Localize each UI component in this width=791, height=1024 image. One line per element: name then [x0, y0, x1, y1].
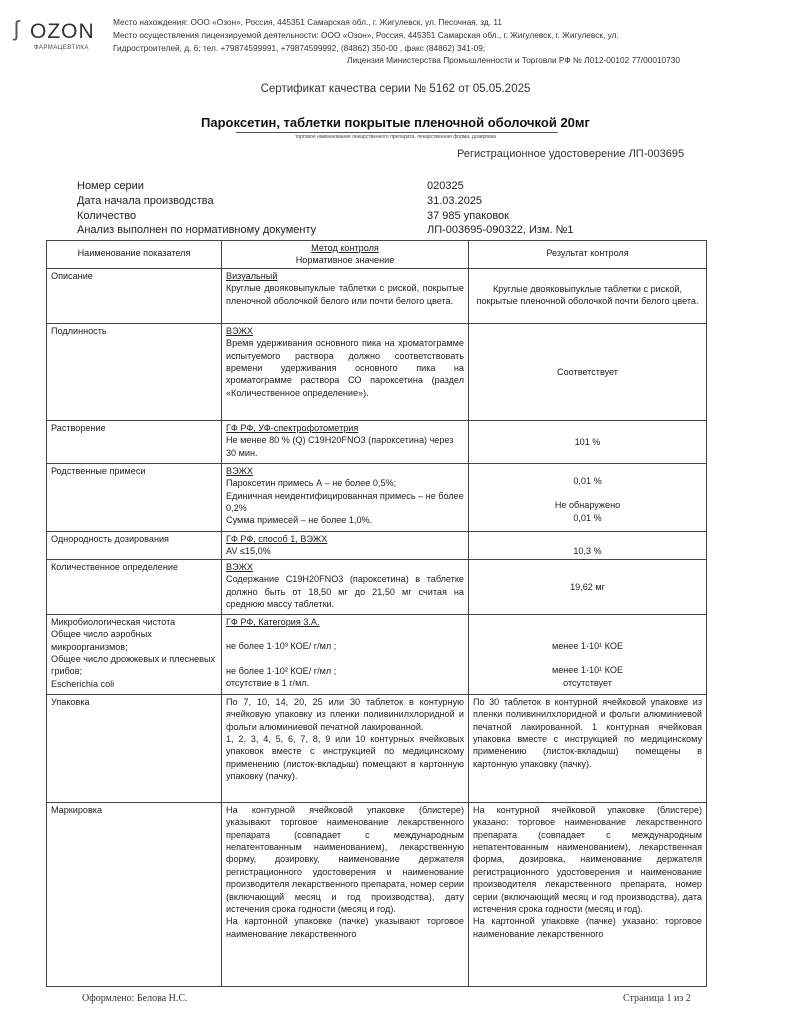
row-result: 101 % [469, 420, 707, 463]
row-method: ГФ РФ, Категория 3.А. [226, 616, 320, 627]
row-norm [222, 531, 469, 559]
table-row [47, 463, 707, 531]
info-label-start-date: Дата начала производства [77, 195, 214, 207]
info-value-start-date: 31.03.2025 [427, 195, 483, 207]
row-result-b: менее 1·10¹ КОЕ [551, 665, 624, 676]
row-result-b: Не обнаружено [554, 500, 621, 511]
header-license-line: Лицензия Министерства Промышленности и Торговли РФ № Л012-00102 77/00010730 [347, 55, 681, 65]
row-result [469, 463, 707, 531]
table-row [47, 531, 707, 559]
row-method: ГФ РФ, УФ-спектрофотометрия [226, 422, 359, 433]
row-norm [222, 802, 469, 986]
row-norm-a: Пароксетин примесь А – не более 0,5%; [226, 478, 397, 489]
row-norm-c: отсутствие в 1 г/мл. [226, 678, 310, 689]
logo-swirl-icon: ʃ [14, 16, 19, 41]
logo-subtitle: ФАРМАЦЕВТИКА [34, 45, 89, 51]
row-norm [222, 559, 469, 614]
row-result: 19,62 мг [469, 559, 707, 614]
row-name: Упаковка [47, 694, 222, 802]
info-label-normative-doc: Анализ выполнен по нормативному документу [77, 224, 317, 236]
row-name: Количественное определение [47, 559, 222, 614]
row-norm-a: не более 1·10³ КОЕ/ г/мл ; [226, 641, 337, 652]
row-name-a: Общее число аэробных микроорганизмов; [51, 629, 152, 652]
row-name-main: Микробиологическая чистота [51, 616, 176, 627]
row-name: Однородность дозирования [47, 531, 222, 559]
table-row [47, 268, 707, 323]
table-row [47, 802, 707, 986]
table-row [47, 323, 707, 420]
row-method: ВЭЖХ [226, 561, 253, 572]
row-name: Подлинность [47, 323, 222, 420]
row-norm-text: AV ≤15,0% [226, 546, 271, 557]
row-norm [222, 323, 469, 420]
row-norm-text: Содержание C19H20FNO3 (пароксетина) в таблетке должно быть от 18,50 мг до 21,50 мг считая на среднюю массу таблетки. [226, 574, 464, 610]
row-name-b: Общее число дрожжевых и плесневых грибов; [51, 654, 216, 677]
row-result-c: 0,01 % [573, 512, 602, 523]
row-norm-text: Не менее 80 % (Q) C19H20FNO3 (пароксетина) через 30 мин. [226, 435, 454, 458]
footer-page-number: Страница 1 из 2 [623, 993, 691, 1004]
header-result: Результат контроля [469, 241, 707, 269]
row-norm-a: На контурной ячейковой упаковке (блистере) указывают торговое наименование лекарственного препарата (совпадает с международным непатентованным наименованием), лекарственную форму, дозировку, наименование держателя регистрационного удостоверения и наименование производителя лекарственного препарата, номер серии (включающий месяц и год производства), дату истечения срока годности (месяц и год). [226, 804, 464, 915]
registration-certificate: Регистрационное удостоверение ЛП-003695 [457, 148, 685, 160]
row-result [469, 614, 707, 694]
certificate-title: Сертификат качества серии № 5162 от 05.05.2025 [260, 83, 531, 95]
row-result: По 30 таблеток в контурной ячейковой упаковке из пленки поливинилхлоридной и фольги алюминиевой печатной лакированной. 1 контурная ячейковая упаковка вместе с инструкцией по медицинскому применению (листок-вкладыш) помещены в картонную упаковку (пачку). [469, 694, 707, 802]
row-norm-c: Сумма примесей – не более 1,0%. [226, 515, 373, 526]
row-result-a: 0,01 % [573, 475, 602, 486]
header-contacts-line: Гидростроителей, д. 6; тел. +79874599991, +79874599992, (84862) 350-00 , факс (84862) 341-09; [113, 43, 486, 53]
row-name: Маркировка [47, 802, 222, 986]
row-method: ГФ РФ, способ 1, ВЭЖХ [226, 533, 328, 544]
product-note: торговое наименование лекарственного препарата, лекарственная форма, дозировка [295, 134, 496, 140]
row-norm [222, 420, 469, 463]
table-header-row [47, 241, 707, 269]
row-norm-a: По 7, 10, 14, 20, 25 или 30 таблеток в контурную ячейковую упаковку из пленки поливинилхлоридной и фольги алюминиевой печатной лакированной. [226, 696, 464, 732]
header-method-label: Метод контроля [311, 243, 379, 253]
row-norm-b: не более 1·10² КОЕ/ г/мл ; [226, 665, 337, 676]
info-value-normative-doc: ЛП-003695-090322, Изм. №1 [427, 224, 574, 236]
row-result-b: На картонной упаковке (пачке) указано: торговое наименование лекарственного [473, 916, 702, 939]
row-norm [222, 614, 469, 694]
company-logo [14, 14, 114, 58]
header-indicator: Наименование показателя [47, 241, 222, 269]
row-norm [222, 463, 469, 531]
row-result: Соответствует [469, 323, 707, 420]
row-name [47, 614, 222, 694]
quality-table [46, 240, 707, 987]
row-norm-b: 1, 2, 3, 4, 5, 6, 7, 8, 9 или 10 контурных ячейковых упаковок вместе с инструкцией по медицинскому применению (листок-вкладыш) помещают в картонную упаковку (пачку). [226, 734, 464, 782]
row-norm [222, 694, 469, 802]
row-name: Описание [47, 268, 222, 323]
row-name: Родственные примеси [47, 463, 222, 531]
table-row [47, 420, 707, 463]
info-label-series: Номер серии [77, 180, 144, 192]
row-method: ВЭЖХ [226, 465, 253, 476]
row-result: Круглые двояковыпуклые таблетки с риской, покрытые пленочной оболочкой почти белого цвета. [469, 268, 707, 323]
row-method: Визуальный [226, 270, 278, 281]
info-label-quantity: Количество [77, 210, 137, 222]
row-result-a: менее 1·10¹ КОЕ [551, 640, 624, 651]
header-method [222, 241, 469, 269]
row-norm-text: Круглые двояковыпуклые таблетки с риской, покрытые пленочной оболочкой белого или почти белого цвета. [226, 283, 464, 306]
row-result [469, 802, 707, 986]
product-underline [236, 132, 558, 133]
info-value-quantity: 37 985 упаковок [427, 210, 509, 222]
product-name: Пароксетин, таблетки покрытые пленочной оболочкой 20мг [201, 115, 590, 130]
table-row [47, 614, 707, 694]
table-row [47, 694, 707, 802]
row-result-c: отсутствует [563, 677, 612, 688]
header-address-line: Место нахождения: ООО «Озон», Россия, 445351 Самарская обл., г. Жигулевск, ул. Песочная, зд. 11 [113, 17, 502, 27]
footer-prepared-by: Оформлено: Белова Н.С. [82, 993, 188, 1004]
row-result-a: На контурной ячейковой упаковке (блистере) указано: торговое наименование лекарственного препарата (совпадает с международным непатентованным наименованием), лекарственная форма, дозировка, наименование держателя регистрационного удостоверения и наименование производителя лекарственного препарата, номер серии (включающий месяц и год производства), дата истечения срока годности (месяц и год). [473, 804, 702, 915]
header-norm-label: Нормативное значение [295, 255, 395, 266]
row-name: Растворение [47, 420, 222, 463]
row-name-c: Escherichia coli [51, 678, 115, 689]
row-method: ВЭЖХ [226, 325, 253, 336]
info-value-series: 020325 [427, 180, 464, 192]
row-norm-b: Единичная неидентифицированная примесь – не более 0,2% [226, 490, 464, 514]
table-row [47, 559, 707, 614]
header-activity-line: Место осуществления лицензируемой деятельности: ООО «Озон», Россия, 445351 Самарская обл., г. Жигулевск, г. Жигулевск, ул. [113, 30, 619, 40]
row-norm-b: На картонной упаковке (пачке) указывают торговое наименование лекарственного [226, 916, 464, 939]
logo-word: OZON [30, 20, 95, 43]
row-result: 10,3 % [469, 531, 707, 559]
row-norm [222, 268, 469, 323]
row-norm-text: Время удерживания основного пика на хроматограмме испытуемого раствора должно соответствовать времени удерживания основного пика на хроматограмме раствора СО пароксетина (раздел «Количественное определение»). [226, 338, 464, 398]
